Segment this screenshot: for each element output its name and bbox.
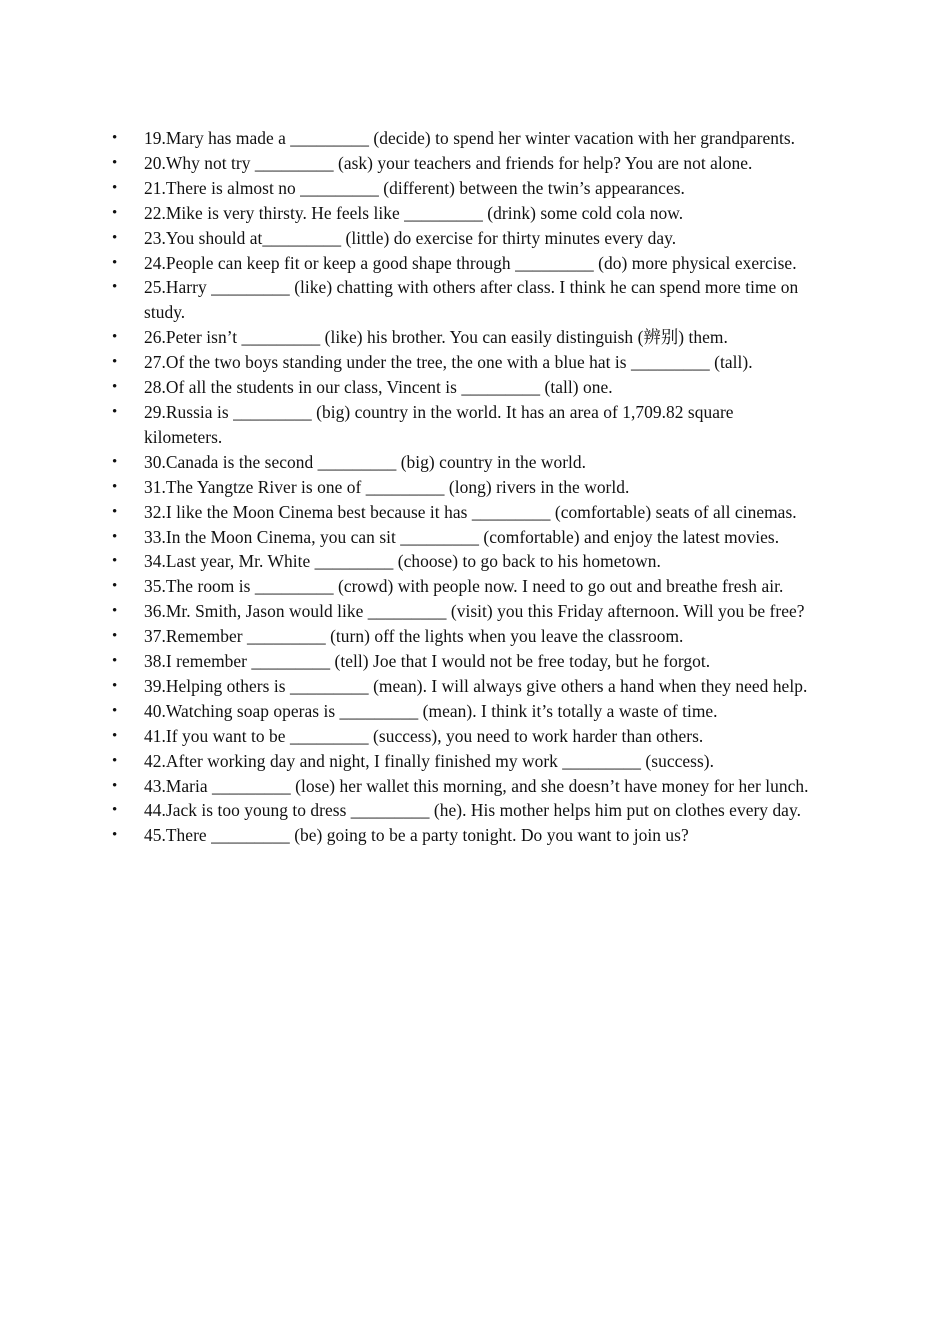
exercise-text: 35.The room is _________ (crowd) with people now. I need to go out and breathe fresh air.	[144, 576, 784, 597]
exercise-text: 28.Of all the students in our class, Vincent is _________ (tall) one.	[144, 377, 613, 398]
exercise-text: 43.Maria _________ (lose) her wallet this morning, and she doesn’t have money for her lunch.	[144, 775, 809, 796]
exercise-item	[112, 774, 812, 799]
exercise-item	[112, 500, 812, 525]
exercise-text: 42.After working day and night, I finally finished my work _________ (success).	[144, 750, 715, 771]
exercise-text: 40.Watching soap operas is _________ (mean). I think it’s totally a waste of time.	[144, 700, 718, 721]
exercise-text: 38.I remember _________ (tell) Joe that I would not be free today, but he forgot.	[144, 651, 711, 672]
exercise-item	[112, 724, 812, 749]
bullet-icon: •	[112, 478, 118, 495]
exercise-text: 24.People can keep fit or keep a good shape through _________ (do) more physical exercise.	[144, 252, 797, 273]
bullet-icon: •	[112, 578, 118, 595]
exercise-text: 25.Harry _________ (like) chatting with others after class. I think he can spend more time on study.	[144, 277, 799, 323]
exercise-text: 33.In the Moon Cinema, you can sit _________ (comfortable) and enjoy the latest movies.	[144, 526, 780, 547]
exercise-item	[112, 574, 812, 599]
exercise-item	[112, 176, 812, 201]
exercise-text: 30.Canada is the second _________ (big) country in the world.	[144, 451, 587, 472]
exercise-item	[112, 450, 812, 475]
exercise-text: 27.Of the two boys standing under the tree, the one with a blue hat is _________ (tall).	[144, 352, 753, 373]
exercise-text: 41.If you want to be _________ (success), you need to work harder than others.	[144, 725, 704, 746]
bullet-icon: •	[112, 727, 118, 744]
bullet-icon: •	[112, 653, 118, 670]
exercise-text: 23.You should at_________ (little) do exercise for thirty minutes every day.	[144, 227, 677, 248]
bullet-icon: •	[112, 802, 118, 819]
exercise-text: 22.Mike is very thirsty. He feels like _________ (drink) some cold cola now.	[144, 202, 684, 223]
bullet-icon: •	[112, 154, 118, 171]
bullet-icon: •	[112, 777, 118, 794]
exercise-item	[112, 201, 812, 226]
bullet-icon: •	[112, 827, 118, 844]
exercise-item	[112, 325, 812, 350]
exercise-text: 19.Mary has made a _________ (decide) to spend her winter vacation with her grandparents.	[144, 128, 796, 148]
exercise-text: 20.Why not try _________ (ask) your teachers and friends for help? You are not alone.	[144, 152, 753, 173]
exercise-text: 36.Mr. Smith, Jason would like _________ (visit) you this Friday afternoon. Will you be free?	[144, 601, 805, 622]
exercise-item	[112, 823, 812, 848]
exercise-list	[112, 126, 812, 848]
bullet-icon: •	[112, 503, 118, 520]
bullet-icon: •	[112, 553, 118, 570]
bullet-icon: •	[112, 752, 118, 769]
exercise-item	[112, 798, 812, 823]
bullet-icon: •	[112, 130, 118, 146]
exercise-item	[112, 699, 812, 724]
bullet-icon: •	[112, 528, 118, 545]
exercise-text: 39.Helping others is _________ (mean). I will always give others a hand when they need help.	[144, 675, 808, 696]
bullet-icon: •	[112, 379, 118, 396]
exercise-item	[112, 151, 812, 176]
exercise-text: 44.Jack is too young to dress _________ (he). His mother helps him put on clothes every day.	[144, 800, 801, 821]
exercise-item	[112, 525, 812, 550]
exercise-item	[112, 350, 812, 375]
exercise-item	[112, 226, 812, 251]
exercise-item	[112, 624, 812, 649]
bullet-icon: •	[112, 453, 118, 470]
bullet-icon: •	[112, 603, 118, 620]
bullet-icon: •	[112, 179, 118, 196]
bullet-icon: •	[112, 204, 118, 221]
bullet-icon: •	[112, 403, 118, 420]
exercise-text: 26.Peter isn’t _________ (like) his brother. You can easily distinguish (辨别) them.	[144, 327, 728, 348]
bullet-icon: •	[112, 254, 118, 271]
bullet-icon: •	[112, 702, 118, 719]
exercise-item	[112, 549, 812, 574]
exercise-text: 45.There _________ (be) going to be a party tonight. Do you want to join us?	[144, 825, 689, 846]
exercise-item	[112, 674, 812, 699]
exercise-item	[112, 251, 812, 276]
bullet-icon: •	[112, 279, 118, 296]
exercise-text: 37.Remember _________ (turn) off the lights when you leave the classroom.	[144, 626, 684, 647]
exercise-item	[112, 599, 812, 624]
bullet-icon: •	[112, 354, 118, 371]
exercise-text: 31.The Yangtze River is one of _________ (long) rivers in the world.	[144, 476, 630, 497]
exercise-text: 32.I like the Moon Cinema best because it has _________ (comfortable) seats of all cinemas.	[144, 501, 797, 522]
exercise-item	[112, 749, 812, 774]
exercise-text: 29.Russia is _________ (big) country in the world. It has an area of 1,709.82 square kilometers.	[144, 401, 734, 447]
bullet-icon: •	[112, 628, 118, 645]
exercise-text: 21.There is almost no _________ (different) between the twin’s appearances.	[144, 177, 685, 198]
bullet-icon: •	[112, 677, 118, 694]
bullet-icon: •	[112, 229, 118, 246]
bullet-icon: •	[112, 329, 118, 346]
exercise-item	[112, 400, 812, 450]
exercise-text: 34.Last year, Mr. White _________ (choose) to go back to his hometown.	[144, 551, 661, 572]
exercise-item	[112, 375, 812, 400]
exercise-item	[112, 649, 812, 674]
exercise-item	[112, 126, 812, 151]
exercise-item	[112, 475, 812, 500]
exercise-item	[112, 275, 812, 325]
